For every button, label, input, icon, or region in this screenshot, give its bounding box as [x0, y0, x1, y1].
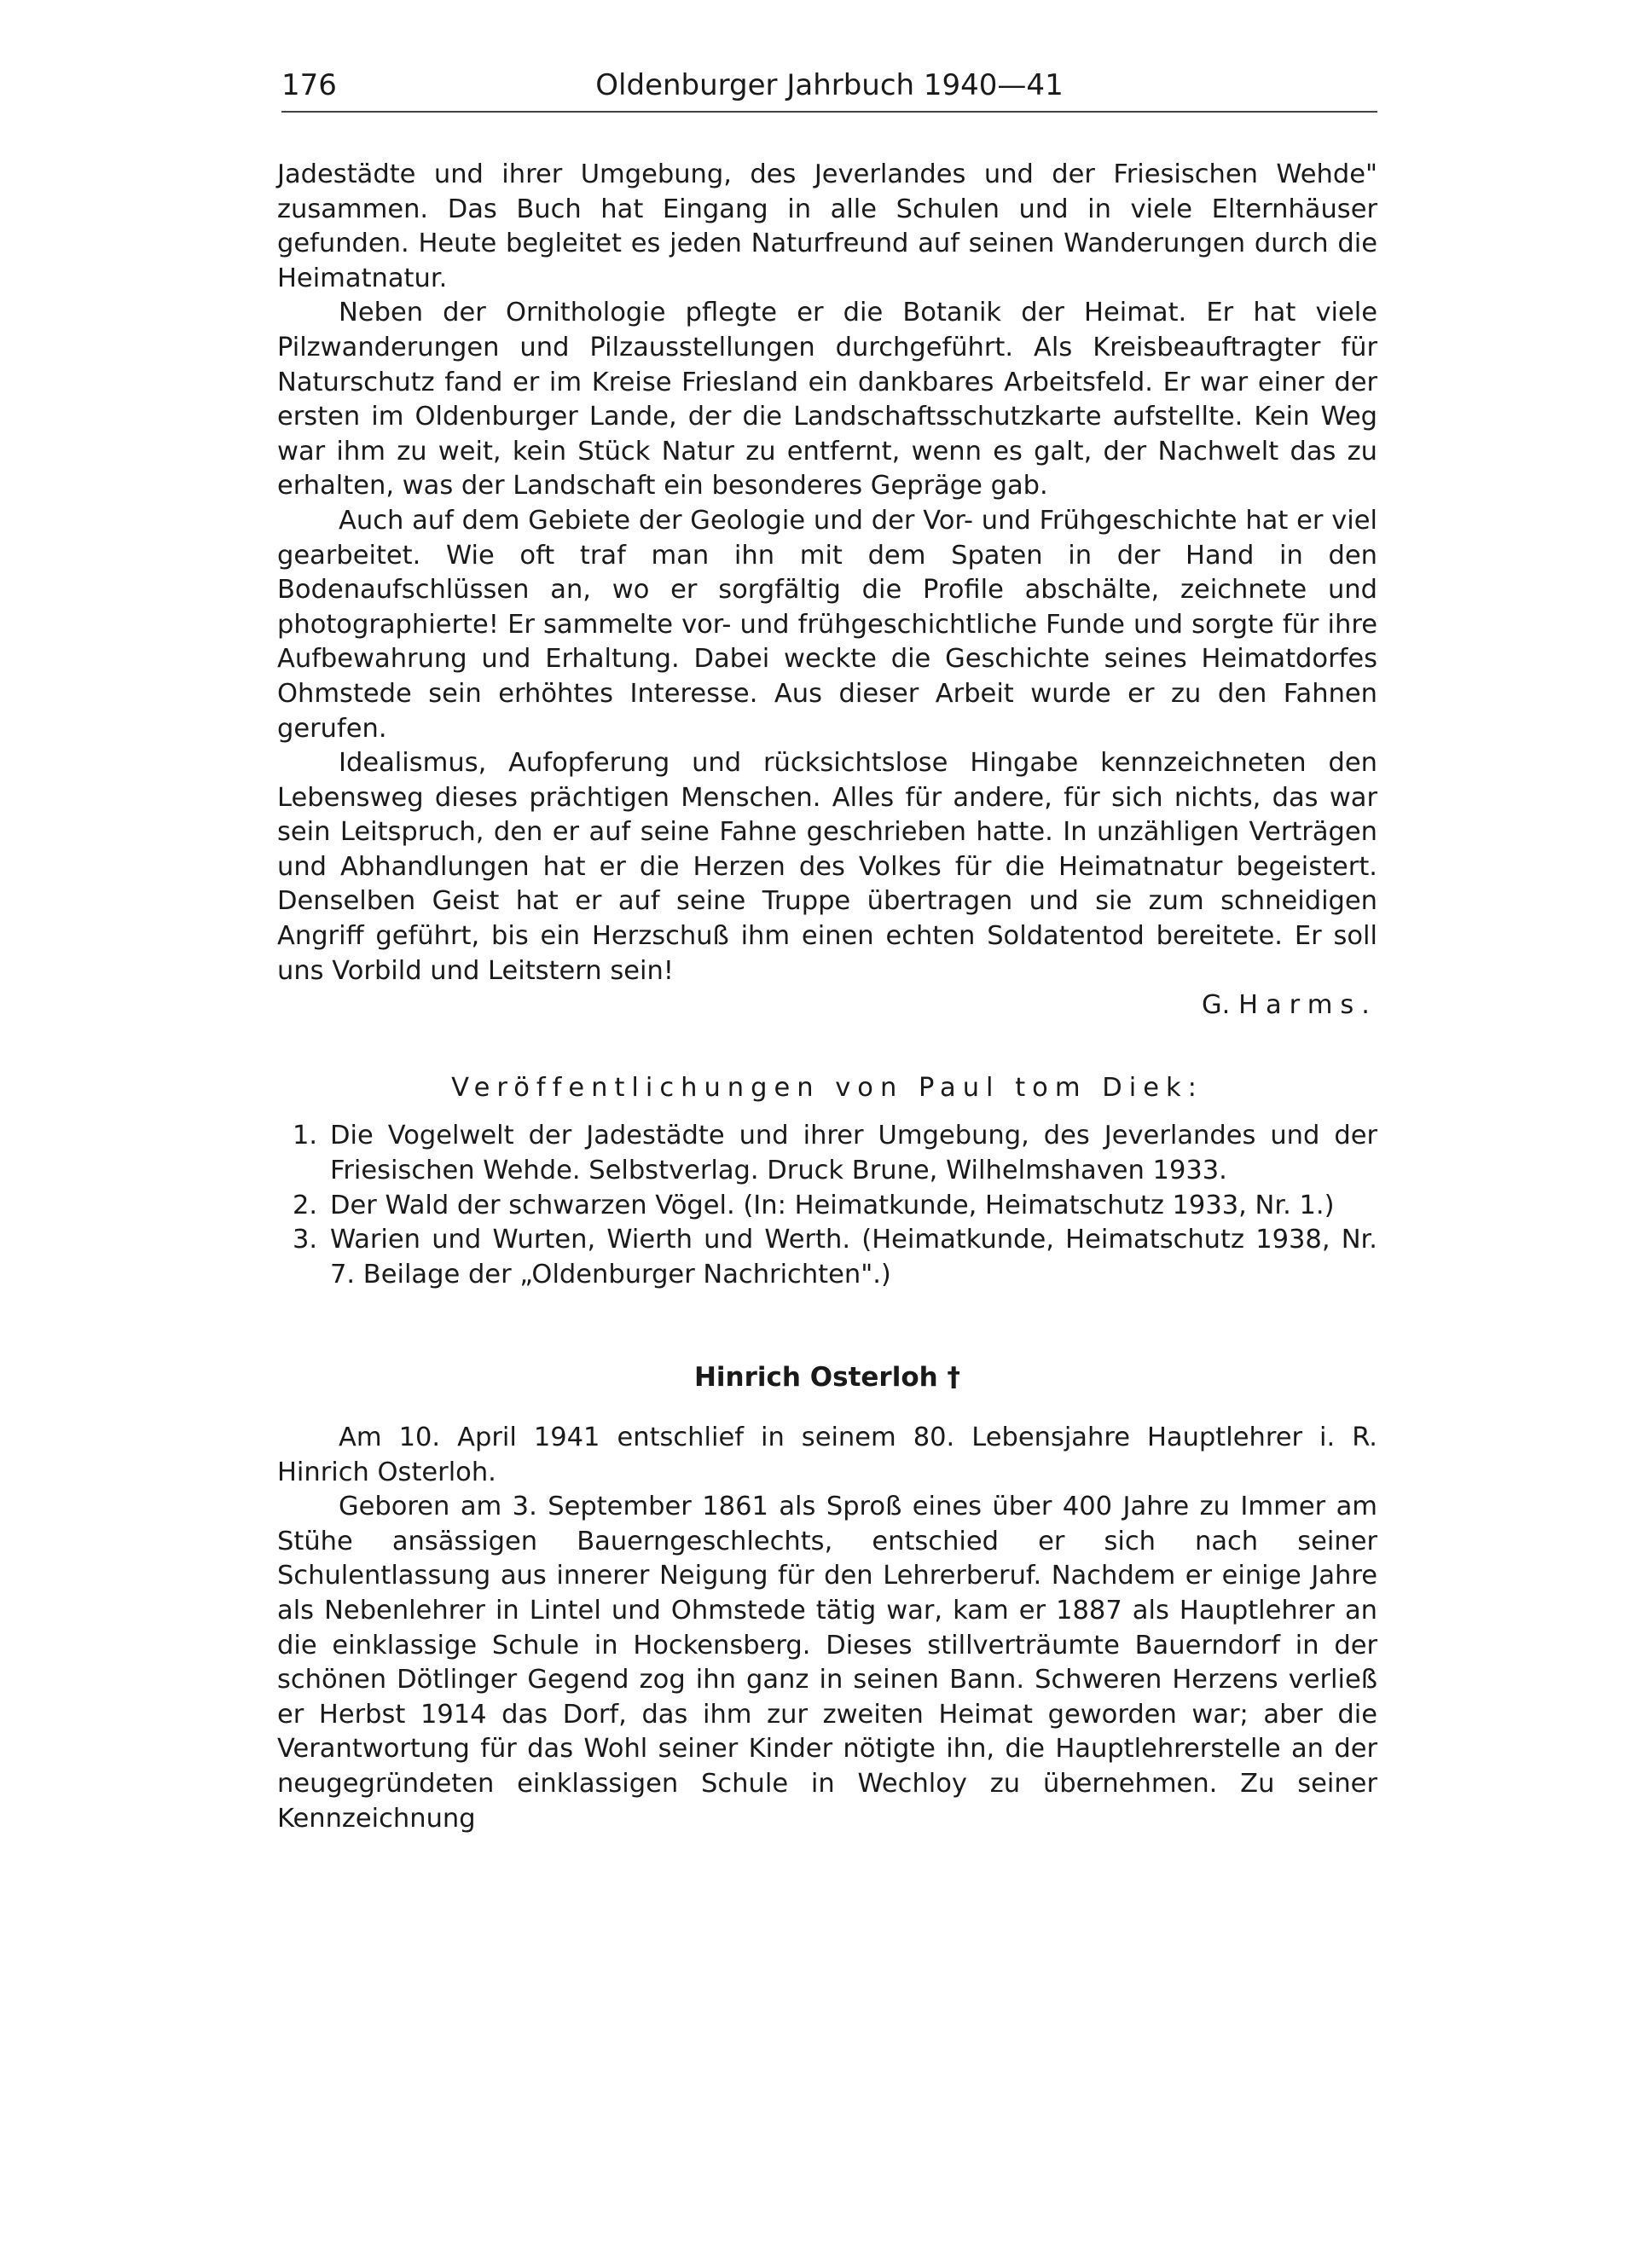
- signature-initial: G.: [1202, 990, 1231, 1021]
- signature: [277, 988, 1377, 1023]
- list-item-number: 1.: [293, 1121, 318, 1151]
- obituary-heading: Hinrich Osterloh †: [693, 1362, 960, 1394]
- paragraph: Am 10. April 1941 entschlief in seinem 80. Lebensjahre Hauptlehrer i. R. Hinrich Osterloh.: [277, 1423, 1377, 1487]
- list-item-number: 2.: [293, 1190, 318, 1220]
- list-item-text: Warien und Wurten, Wierth und Werth. (Heimatkunde, Heimatschutz 1938, Nr. 7. Beilage der „Oldenburger Nachrichten".): [330, 1225, 1377, 1289]
- running-title: Oldenburger Jahrbuch 1940—41: [595, 68, 1064, 102]
- list-item-text: Der Wald der schwarzen Vögel. (In: Heimatkunde, Heimatschutz 1933, Nr. 1.): [330, 1190, 1335, 1220]
- paragraph: Geboren am 3. September 1861 als Sproß eines über 400 Jahre zu Immer am Stühe ansässigen Bauerngeschlechts, entschied er sich nach seiner Schulentlassung aus innerer Neigung für den Lehrerberuf. Nachdem er einige Jahre als Nebenlehrer in Lintel und Ohmstede tätig war, kam er 1887 als Hauptlehrer an die einklassige Schule in Hockensberg. Dieses stillverträumte Bauerndorf in der schönen Dötlinger Gegend zog ihn ganz in seinen Bann. Schweren Herzens verließ er Herbst 1914 das Dorf, das ihm zur zweiten Heimat geworden war; aber die Verantwortung für das Wohl seiner Kinder nötigte ihn, die Hauptlehrerstelle an der neugegründeten einklassigen Schule in Wechloy zu übernehmen. Zu seiner Kennzeichnung: [277, 1492, 1377, 1834]
- list-item: [277, 1119, 1377, 1188]
- text-column: [277, 158, 1377, 1836]
- paragraph: Jadestädte und ihrer Umgebung, des Jeverlandes und der Friesischen Wehde" zusammen. Das Buch hat Eingang in alle Schulen und in viele Elternhäuser gefunden. Heute begleitet es jeden Naturfreund auf seinen Wanderungen durch die Heimatnatur.: [277, 159, 1377, 293]
- page-number: 176: [281, 68, 337, 102]
- list-item: [277, 1223, 1377, 1292]
- paragraph: Idealismus, Aufopferung und rücksichtslose Hingabe kennzeichneten den Lebensweg dieses prächtigen Menschen. Alles für andere, für sich nichts, das war sein Leitspruch, den er auf seine Fahne geschrieben hatte. In unzähligen Verträgen und Abhandlungen hat er die Herzen des Volkes für die Heimatnatur begeistert. Denselben Geist hat er auf seine Truppe übertragen und sie zum schneidigen Angriff geführt, bis ein Herzschuß ihm einen echten Soldatentod bereitete. Er soll uns Vorbild und Leitstern sein!: [277, 748, 1377, 986]
- list-item-text: Die Vogelwelt der Jadestädte und ihrer Umgebung, des Jeverlandes und der Friesischen Wehde. Selbstverlag. Druck Brune, Wilhelmshaven 1933.: [330, 1121, 1377, 1186]
- publications-list: [277, 1119, 1377, 1292]
- paragraph: Neben der Ornithologie pflegte er die Botanik der Heimat. Er hat viele Pilzwanderungen und Pilzausstellungen durchgeführt. Als Kreisbeauftragter für Naturschutz fand er im Kreise Friesland ein dankbares Arbeitsfeld. Er war einer der ersten im Oldenburger Lande, der die Landschaftsschutzkarte aufstellte. Kein Weg war ihm zu weit, kein Stück Natur zu entfernt, wenn es galt, der Nachwelt das zu erhalten, was der Landschaft ein besonderes Gepräge gab.: [277, 298, 1377, 501]
- list-item: [277, 1189, 1377, 1224]
- list-item-number: 3.: [293, 1225, 318, 1255]
- page-header: [281, 60, 1377, 113]
- signature-name: Harms.: [1238, 990, 1377, 1021]
- paragraph: Auch auf dem Gebiete der Geologie und der Vor- und Frühgeschichte hat er viel gearbeitet. Wie oft traf man ihn mit dem Spaten in der Hand in den Bodenaufschlüssen an, wo er sorgfältig die Profile abschälte, zeichnete und photographierte! Er sammelte vor- und frühgeschichtliche Funde und sorgte für ihre Aufbewahrung und Erhaltung. Dabei weckte die Geschichte seines Heimatdorfes Ohmstede sein erhöhtes Interesse. Aus dieser Arbeit wurde er zu den Fahnen gerufen.: [277, 505, 1377, 744]
- publications-heading: Veröffentlichungen von Paul tom Diek:: [451, 1072, 1203, 1103]
